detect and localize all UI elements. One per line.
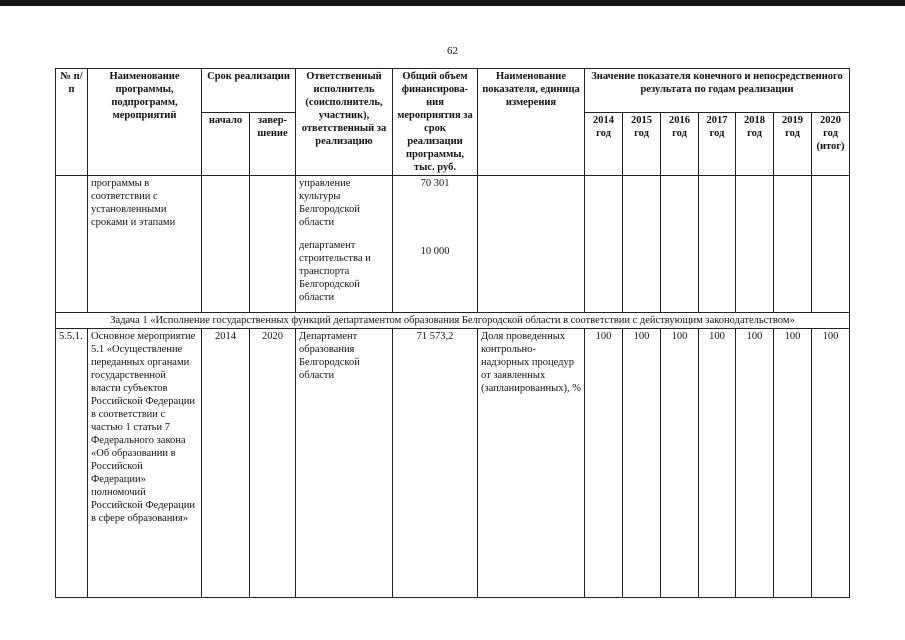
cell-empty: [661, 176, 699, 313]
header-year-2016: 2016 год: [661, 112, 699, 175]
task-title: Задача 1 «Исполнение государственных функций департаментом образования Белгородской области в соответствии с действующим законодательством»: [56, 313, 850, 329]
cell-empty: [623, 176, 661, 313]
cell-value-2017: 100: [699, 329, 736, 598]
cell-end: 2020: [250, 329, 296, 598]
cell-value-2020: 100: [812, 329, 850, 598]
executor-1: управление культуры Белгородской области: [299, 178, 360, 228]
header-indicator: Наименование показателя, единица измерения: [478, 69, 585, 176]
cell-empty: [774, 176, 812, 313]
header-name: Наименование программы, подпрограмм, мероприятий: [88, 69, 202, 176]
cell-start: 2014: [202, 329, 250, 598]
header-year-2020: 2020 год (итог): [812, 112, 850, 175]
cell-amounts: [393, 176, 478, 313]
program-table: [55, 68, 850, 598]
cell-empty: [250, 176, 296, 313]
cell-empty: [56, 176, 88, 313]
cell-empty: [202, 176, 250, 313]
header-values-title: Значение показателя конечного и непосредственного результата по годам реализации: [585, 69, 850, 113]
cell-value-2016: 100: [661, 329, 699, 598]
cell-empty: [736, 176, 774, 313]
header-year-2019: 2019 год: [774, 112, 812, 175]
header-row-1: [56, 69, 850, 113]
header-year-2015: 2015 год: [623, 112, 661, 175]
cell-amount: 71 573,2: [393, 329, 478, 598]
cell-empty: [812, 176, 850, 313]
table-row-task: [56, 313, 850, 329]
table-row-activity: [56, 329, 850, 598]
header-year-2014: 2014 год: [585, 112, 623, 175]
cell-name: Основное мероприятие 5.1 «Осуществление переданных органами государственной власти субъектов Российской Федерации в соответствии с частью 1 статьи 7 Федерального закона «Об образовании в Российской Федерации» полномочий Российской Федерации в сфере образования»: [88, 329, 202, 598]
table-row-continuation: [56, 176, 850, 313]
amount-1: 70 301: [420, 178, 450, 189]
header-term-start: начало: [202, 112, 250, 175]
cell-empty: [699, 176, 736, 313]
cell-value-2019: 100: [774, 329, 812, 598]
cell-num: 5.5.1.: [56, 329, 88, 598]
amount-2: 10 000: [420, 246, 450, 257]
page-number: 62: [447, 45, 458, 57]
cell-executors: [296, 176, 393, 313]
cell-indicator: Доля проведенных контрольно-надзорных процедур от заявленных (запланированных), %: [478, 329, 585, 598]
cell-empty: [478, 176, 585, 313]
cell-empty: [585, 176, 623, 313]
executor-2: департамент строительства и транспорта Белгородской области: [299, 240, 371, 303]
cell-value-2015: 100: [623, 329, 661, 598]
header-year-2018: 2018 год: [736, 112, 774, 175]
cell-name: программы в соответствии с установленными сроками и этапами: [88, 176, 202, 313]
header-year-2017: 2017 год: [699, 112, 736, 175]
cell-value-2014: 100: [585, 329, 623, 598]
cell-value-2018: 100: [736, 329, 774, 598]
header-executor: Ответственный исполнитель (соисполнитель, участник), ответственный за реализацию: [296, 69, 393, 176]
header-term-end: завер-шение: [250, 112, 296, 175]
scan-top-edge: [0, 0, 905, 6]
header-finance: Общий объем финансирова-ния мероприятия за срок реализации программы, тыс. руб.: [393, 69, 478, 176]
header-term: Срок реализации: [202, 69, 296, 113]
cell-executor: Департамент образования Белгородской области: [296, 329, 393, 598]
header-num: № п/п: [56, 69, 88, 176]
